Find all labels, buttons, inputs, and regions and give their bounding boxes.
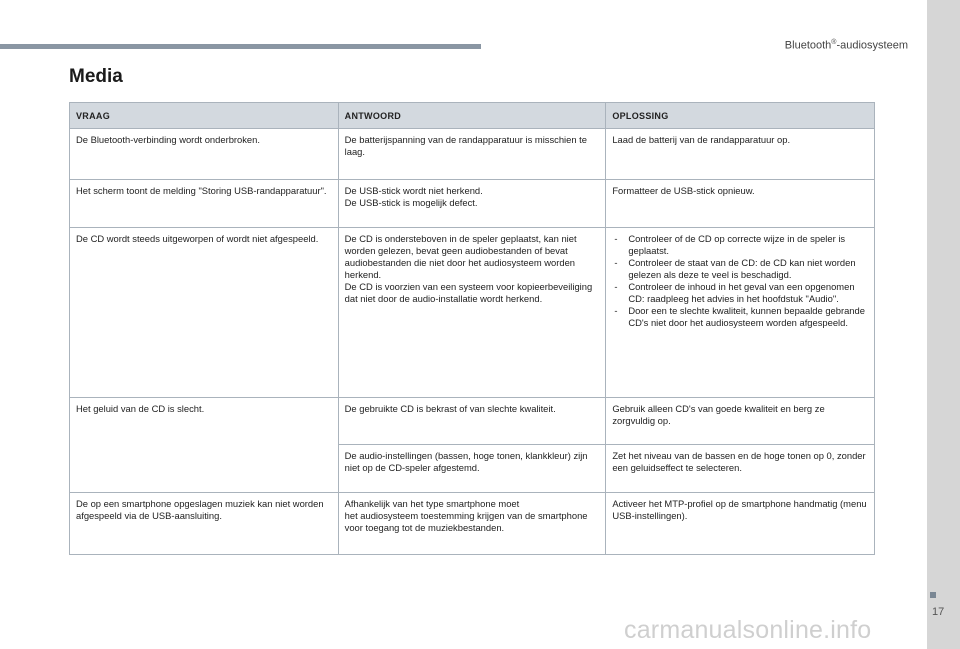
answer-cell: De audio-instellingen (bassen, hoge tonen, klankkleur) zijn niet op de CD-speler afgestemd.: [338, 445, 606, 493]
column-header-question: VRAAG: [70, 103, 339, 129]
solution-cell: Activeer het MTP-profiel op de smartphone handmatig (menu USB-instellingen).: [606, 493, 875, 555]
solution-list: [612, 233, 868, 329]
solution-cell: Laad de batterij van de randapparatuur op.: [606, 129, 875, 180]
troubleshooting-table: [69, 102, 875, 555]
table-header-row: [70, 103, 875, 129]
list-item: - Door een te slechte kwaliteit, kunnen bepaalde gebrande CD's niet door het audiosysteem worden afgespeeld.: [612, 305, 868, 329]
page-number: 17: [932, 606, 945, 618]
column-header-solution: OPLOSSING: [606, 103, 875, 129]
page-edge-band: [927, 0, 960, 649]
answer-cell: De batterijspanning van de randapparatuur is misschien te laag.: [338, 129, 606, 180]
answer-cell: De gebruikte CD is bekrast of van slechte kwaliteit.: [338, 398, 606, 445]
solution-cell: Zet het niveau van de bassen en de hoge tonen op 0, zonder een geluidseffect te selecteren.: [606, 445, 875, 493]
table-row: [70, 398, 875, 445]
table-row: [70, 129, 875, 180]
solution-cell: Formatteer de USB-stick opnieuw.: [606, 180, 875, 228]
list-item: - Controleer de staat van de CD: de CD kan niet worden gelezen als deze te veel is beschadigd.: [612, 257, 868, 281]
column-header-answer: ANTWOORD: [338, 103, 606, 129]
header-rule: [0, 44, 481, 49]
solution-cell: [606, 228, 875, 398]
question-cell: De Bluetooth-verbinding wordt onderbroken.: [70, 129, 339, 180]
question-cell: Het geluid van de CD is slecht.: [70, 398, 339, 493]
list-item: - Controleer de inhoud in het geval van een opgenomen CD: raadpleeg het advies in het hoofdstuk "Audio".: [612, 281, 868, 305]
answer-cell: Afhankelijk van het type smartphone moet het audiosysteem toestemming krijgen van de smartphone voor toegang tot de muziekbestanden.: [338, 493, 606, 555]
question-cell: Het scherm toont de melding "Storing USB-randapparatuur".: [70, 180, 339, 228]
page-marker: [930, 592, 936, 598]
chapter-title: Bluetooth®-audiosysteem: [784, 39, 908, 52]
answer-cell: De CD is ondersteboven in de speler geplaatst, kan niet worden gelezen, bevat geen audiobestanden of bevat audiobestanden die niet door het audiosysteem worden herkend. De CD is voorzien van een systeem voor kopieerbeveiliging dat niet door de audio-installatie wordt herkend.: [338, 228, 606, 398]
table-row: [70, 228, 875, 398]
section-title: Media: [69, 66, 123, 87]
table-row: [70, 180, 875, 228]
solution-cell: Gebruik alleen CD's van goede kwaliteit en berg ze zorgvuldig op.: [606, 398, 875, 445]
table-row: [70, 493, 875, 555]
question-cell: De op een smartphone opgeslagen muziek kan niet worden afgespeeld via de USB-aansluiting.: [70, 493, 339, 555]
watermark: carmanualsonline.info: [624, 616, 872, 644]
question-cell: De CD wordt steeds uitgeworpen of wordt niet afgespeeld.: [70, 228, 339, 398]
answer-cell: De USB-stick wordt niet herkend. De USB-stick is mogelijk defect.: [338, 180, 606, 228]
list-item: - Controleer of de CD op correcte wijze in de speler is geplaatst.: [612, 233, 868, 257]
